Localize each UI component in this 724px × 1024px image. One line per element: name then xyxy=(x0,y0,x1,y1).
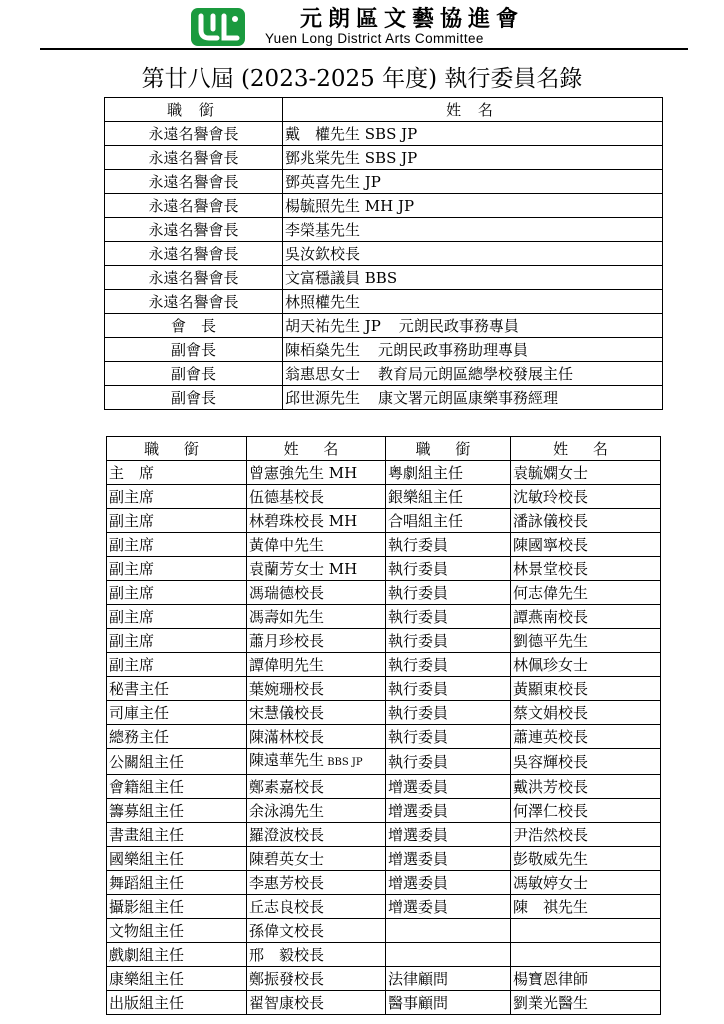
name-cell: 曾憲強先生 MH xyxy=(247,461,386,485)
position-cell xyxy=(386,943,511,967)
position-cell: 舞蹈組主任 xyxy=(107,871,247,895)
name-cell: 馮瑞德校長 xyxy=(247,581,386,605)
position-cell: 副主席 xyxy=(107,557,247,581)
position-cell: 醫事顧問 xyxy=(386,991,511,1015)
table-row xyxy=(105,146,663,170)
table-row xyxy=(105,290,663,314)
name-cell xyxy=(283,146,663,170)
name-cell: 譚燕南校長 xyxy=(511,605,661,629)
name-cell xyxy=(283,122,663,146)
position-cell: 增選委員 xyxy=(386,775,511,799)
table-row xyxy=(107,919,661,943)
position-cell: 永遠名譽會長 xyxy=(105,290,283,314)
position-cell: 司庫主任 xyxy=(107,701,247,725)
position-cell: 副主席 xyxy=(107,485,247,509)
table-row xyxy=(107,991,661,1015)
name-cell: 林佩珍女士 xyxy=(511,653,661,677)
name-cell: 葉婉珊校長 xyxy=(247,677,386,701)
name-cell: 彭敬威先生 xyxy=(511,847,661,871)
name-cell xyxy=(283,386,663,410)
table-row xyxy=(107,823,661,847)
table-row xyxy=(105,362,663,386)
name-cell: 黃偉中先生 xyxy=(247,533,386,557)
name-cell: 沈敏玲校長 xyxy=(511,485,661,509)
position-cell: 執行委員 xyxy=(386,749,511,775)
table-row xyxy=(107,847,661,871)
name-cell xyxy=(283,362,663,386)
position-cell: 永遠名譽會長 xyxy=(105,170,283,194)
table-row xyxy=(107,871,661,895)
position-cell: 會 長 xyxy=(105,314,283,338)
position-cell: 永遠名譽會長 xyxy=(105,146,283,170)
position-cell: 副會長 xyxy=(105,362,283,386)
position-cell: 副主席 xyxy=(107,629,247,653)
document-title: 第廿八屆 (2023-2025 年度) 執行委員名錄 xyxy=(141,66,583,92)
table-row xyxy=(105,242,663,266)
position-cell: 副主席 xyxy=(107,581,247,605)
name-cell xyxy=(283,314,663,338)
position-cell: 會籍組主任 xyxy=(107,775,247,799)
position-cell: 國樂組主任 xyxy=(107,847,247,871)
name-cell: 丘志良校長 xyxy=(247,895,386,919)
column-header-name: 姓 名 xyxy=(283,98,663,122)
table-row xyxy=(107,509,661,533)
table-header-row xyxy=(107,437,661,461)
name-cell xyxy=(283,290,663,314)
person-name: 陳栢燊先生 xyxy=(285,340,361,359)
person-name: 李榮基先生 xyxy=(285,220,361,239)
name-cell: 林碧珠校長 MH xyxy=(247,509,386,533)
position-cell: 執行委員 xyxy=(386,605,511,629)
table-row xyxy=(107,557,661,581)
person-name: 楊毓照先生 MH JP xyxy=(285,196,415,215)
position-cell: 文物組主任 xyxy=(107,919,247,943)
position-cell: 執行委員 xyxy=(386,629,511,653)
position-cell: 攝影組主任 xyxy=(107,895,247,919)
name-cell: 尹浩然校長 xyxy=(511,823,661,847)
name-cell: 李惠芳校長 xyxy=(247,871,386,895)
name-cell xyxy=(283,170,663,194)
name-cell: 陳碧英女士 xyxy=(247,847,386,871)
org-name-english: Yuen Long District Arts Committee xyxy=(265,31,484,46)
name-cell: 馮壽如先生 xyxy=(247,605,386,629)
position-cell: 副主席 xyxy=(107,533,247,557)
position-cell: 執行委員 xyxy=(386,653,511,677)
table-row xyxy=(107,677,661,701)
name-cell: 余泳鴻先生 xyxy=(247,799,386,823)
name-cell: 陳 祺先生 xyxy=(511,895,661,919)
table-row xyxy=(105,386,663,410)
name-cell: 翟智康校長 xyxy=(247,991,386,1015)
position-cell: 銀樂組主任 xyxy=(386,485,511,509)
position-cell: 永遠名譽會長 xyxy=(105,194,283,218)
person-office-note: 教育局元朗區總學校發展主任 xyxy=(378,364,574,383)
table-row xyxy=(107,799,661,823)
name-cell: 蔡文娟校長 xyxy=(511,701,661,725)
table-row xyxy=(105,338,663,362)
name-cell: 鄭素嘉校長 xyxy=(247,775,386,799)
table-row xyxy=(105,122,663,146)
name-cell: 譚偉明先生 xyxy=(247,653,386,677)
table-row xyxy=(107,485,661,509)
position-cell: 永遠名譽會長 xyxy=(105,122,283,146)
position-cell: 主 席 xyxy=(107,461,247,485)
table-row xyxy=(107,749,661,775)
honorary-officers-table xyxy=(104,97,663,410)
name-cell: 陳國寧校長 xyxy=(511,533,661,557)
name-cell: 袁毓嫻女士 xyxy=(511,461,661,485)
table-row xyxy=(107,895,661,919)
name-cell: 林景堂校長 xyxy=(511,557,661,581)
position-cell: 執行委員 xyxy=(386,557,511,581)
position-cell: 執行委員 xyxy=(386,677,511,701)
column-header-position: 職 銜 xyxy=(386,437,511,461)
position-cell: 執行委員 xyxy=(386,581,511,605)
name-cell: 鄭振發校長 xyxy=(247,967,386,991)
name-cell: 袁蘭芳女士 MH xyxy=(247,557,386,581)
person-office-note: 元朗民政事務專員 xyxy=(398,316,519,335)
column-header-position: 職 銜 xyxy=(105,98,283,122)
name-cell: 宋慧儀校長 xyxy=(247,701,386,725)
position-cell: 增選委員 xyxy=(386,823,511,847)
person-name: 邱世源先生 xyxy=(285,388,361,407)
name-cell xyxy=(283,242,663,266)
position-cell: 永遠名譽會長 xyxy=(105,242,283,266)
table-row xyxy=(105,266,663,290)
name-cell: 楊寶恩律師 xyxy=(511,967,661,991)
position-cell: 副會長 xyxy=(105,386,283,410)
name-cell xyxy=(283,338,663,362)
position-cell: 秘書主任 xyxy=(107,677,247,701)
name-cell xyxy=(283,194,663,218)
position-cell: 康樂組主任 xyxy=(107,967,247,991)
person-name: 翁惠思女士 xyxy=(285,364,361,383)
ylac-logo-icon xyxy=(191,8,245,46)
table-row xyxy=(107,701,661,725)
name-cell: 孫偉文校長 xyxy=(247,919,386,943)
table-row xyxy=(107,629,661,653)
person-name: 吳汝欽校長 xyxy=(285,244,361,263)
person-name: 鄧英喜先生 JP xyxy=(285,172,381,191)
table-row xyxy=(105,170,663,194)
column-header-name: 姓 名 xyxy=(247,437,386,461)
position-cell: 增選委員 xyxy=(386,799,511,823)
table-row xyxy=(105,218,663,242)
position-cell xyxy=(386,919,511,943)
name-cell: 陳遠華先生 BBS JP xyxy=(247,749,386,775)
table-row xyxy=(107,725,661,749)
position-cell: 粵劇組主任 xyxy=(386,461,511,485)
table-row xyxy=(105,194,663,218)
name-cell: 邢 毅校長 xyxy=(247,943,386,967)
table-header-row xyxy=(105,98,663,122)
table-row xyxy=(107,775,661,799)
table-row xyxy=(107,605,661,629)
name-cell: 劉德平先生 xyxy=(511,629,661,653)
table-row xyxy=(105,314,663,338)
name-cell: 蕭連英校長 xyxy=(511,725,661,749)
table-row xyxy=(107,533,661,557)
position-cell: 增選委員 xyxy=(386,871,511,895)
header-divider xyxy=(40,48,688,50)
person-office-note: 康文署元朗區康樂事務經理 xyxy=(378,388,559,407)
executive-committee-table xyxy=(106,436,661,1015)
person-name: 鄧兆棠先生 SBS JP xyxy=(285,148,418,167)
position-cell: 增選委員 xyxy=(386,847,511,871)
name-cell xyxy=(283,218,663,242)
table-row xyxy=(107,581,661,605)
name-cell xyxy=(511,919,661,943)
position-cell: 副主席 xyxy=(107,653,247,677)
table-row xyxy=(107,943,661,967)
name-cell: 吳容輝校長 xyxy=(511,749,661,775)
table-row xyxy=(107,967,661,991)
person-office-note: 元朗民政事務助理專員 xyxy=(378,340,529,359)
position-cell: 法律顧問 xyxy=(386,967,511,991)
name-cell xyxy=(283,266,663,290)
position-cell: 執行委員 xyxy=(386,725,511,749)
name-cell: 蕭月珍校長 xyxy=(247,629,386,653)
position-cell: 副主席 xyxy=(107,509,247,533)
position-cell: 籌募組主任 xyxy=(107,799,247,823)
position-cell: 出版組主任 xyxy=(107,991,247,1015)
name-cell xyxy=(511,943,661,967)
table-row xyxy=(107,653,661,677)
name-cell: 戴洪芳校長 xyxy=(511,775,661,799)
position-cell: 永遠名譽會長 xyxy=(105,266,283,290)
name-cell: 劉業光醫生 xyxy=(511,991,661,1015)
position-cell: 戲劇組主任 xyxy=(107,943,247,967)
person-name: 文富穩議員 BBS xyxy=(285,268,398,287)
position-cell: 副會長 xyxy=(105,338,283,362)
position-cell: 執行委員 xyxy=(386,701,511,725)
person-name: 林照權先生 xyxy=(285,292,361,311)
name-cell: 羅澄波校長 xyxy=(247,823,386,847)
org-name-chinese: 元朗區文藝協進會 xyxy=(300,6,525,32)
position-cell: 公關組主任 xyxy=(107,749,247,775)
name-cell: 陳滿林校長 xyxy=(247,725,386,749)
position-cell: 增選委員 xyxy=(386,895,511,919)
name-cell: 何志偉先生 xyxy=(511,581,661,605)
column-header-name: 姓 名 xyxy=(511,437,661,461)
name-cell: 潘詠儀校長 xyxy=(511,509,661,533)
person-name: 胡天祐先生 JP xyxy=(285,316,381,335)
name-cell: 何澤仁校長 xyxy=(511,799,661,823)
committee-table-body xyxy=(107,461,661,1015)
name-cell: 黃顯東校長 xyxy=(511,677,661,701)
position-cell: 合唱組主任 xyxy=(386,509,511,533)
name-cell: 馮敏婷女士 xyxy=(511,871,661,895)
person-name: 戴 權先生 SBS JP xyxy=(285,124,418,143)
name-cell: 伍德基校長 xyxy=(247,485,386,509)
position-cell: 總務主任 xyxy=(107,725,247,749)
table-row xyxy=(107,461,661,485)
position-cell: 永遠名譽會長 xyxy=(105,218,283,242)
position-cell: 書畫組主任 xyxy=(107,823,247,847)
honorary-table-body xyxy=(105,122,663,410)
position-cell: 副主席 xyxy=(107,605,247,629)
column-header-position: 職 銜 xyxy=(107,437,247,461)
position-cell: 執行委員 xyxy=(386,533,511,557)
